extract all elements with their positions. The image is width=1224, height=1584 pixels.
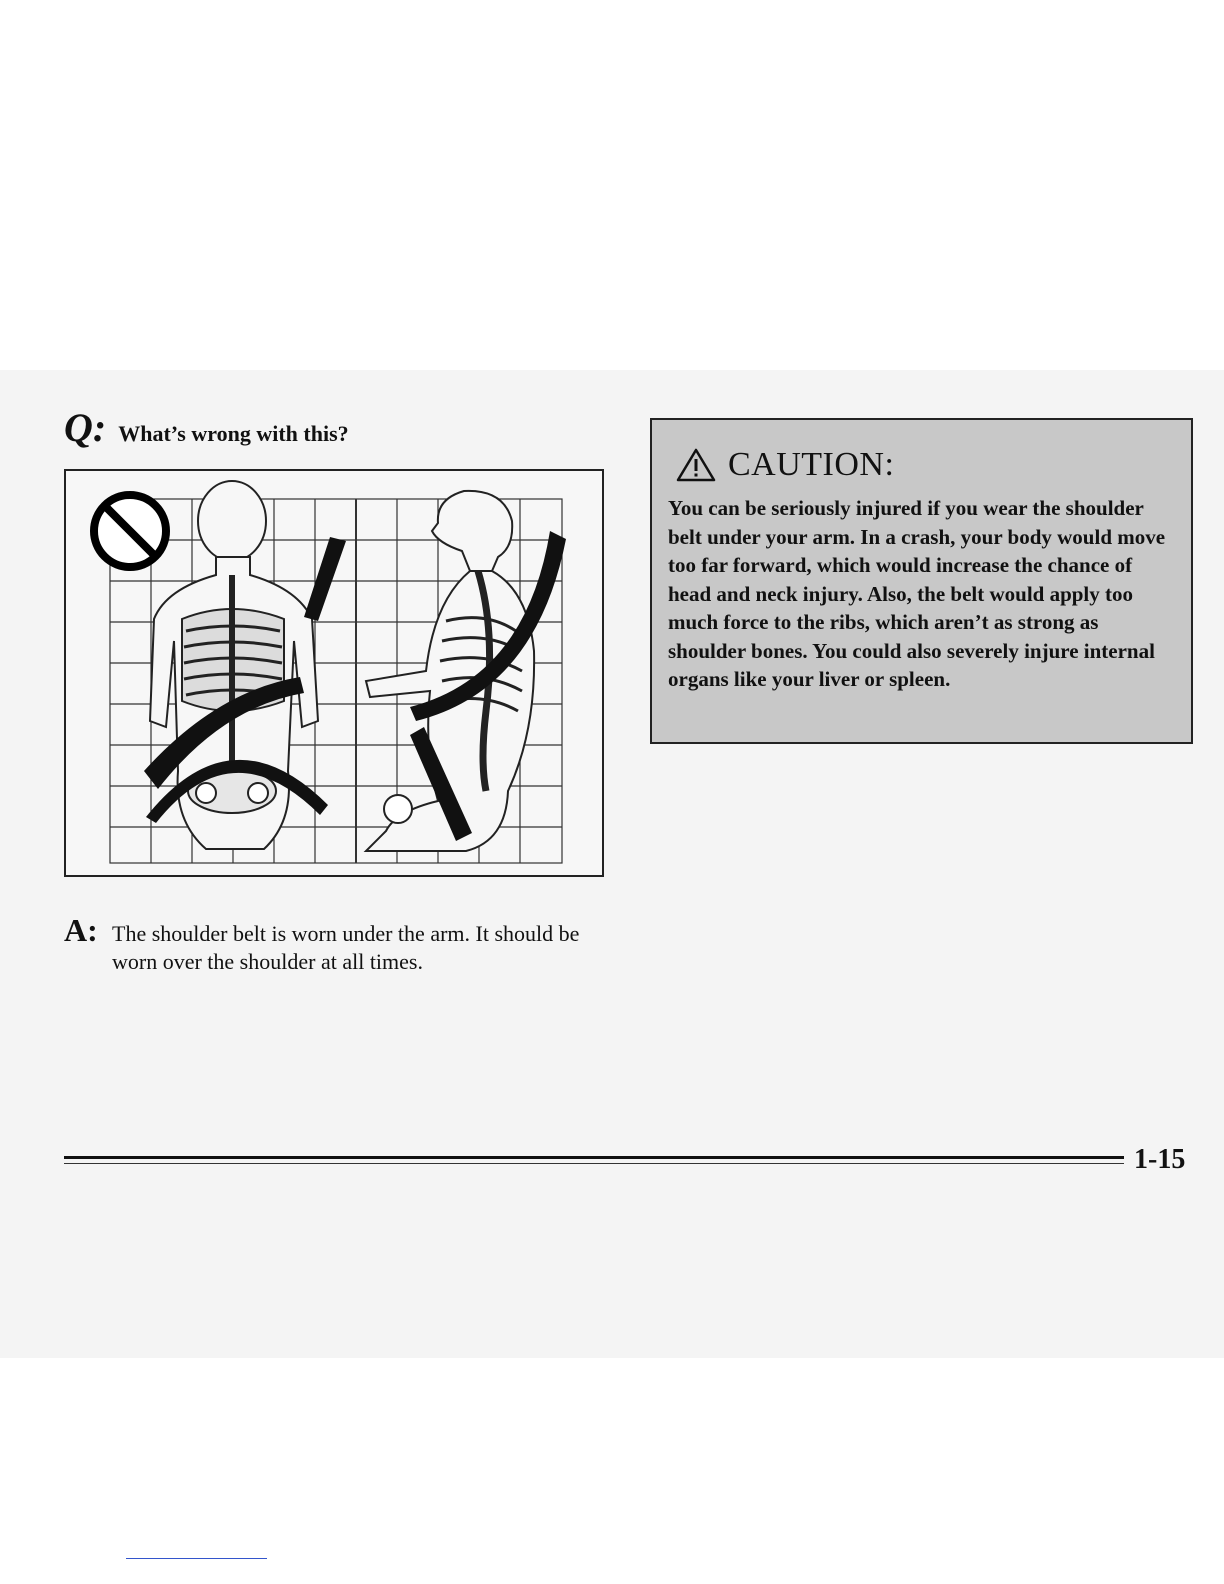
page-number: 1-15: [1134, 1144, 1186, 1175]
footer-rule: [64, 1156, 1124, 1159]
question-line: [64, 405, 349, 450]
seatbelt-illustration: [64, 469, 604, 877]
illustration-drawing: [66, 471, 602, 875]
warning-triangle-icon: [676, 448, 716, 482]
caution-body-text: You can be seriously injured if you wear the shoulder belt under your arm. In a crash, your body would move too far forward, which would increase the chance of head and neck injury. Also, the belt would apply too much force to the ribs, which aren’t as strong as shoulder bones. You could also severely injure internal organs like your liver or spleen.: [668, 496, 1166, 691]
caution-title: CAUTION:: [728, 446, 895, 483]
footer-rule-thin: [64, 1163, 1124, 1164]
answer-letter: A:: [64, 912, 98, 948]
front-shoulder-belt: [304, 537, 346, 621]
question-letter: Q:: [64, 405, 107, 450]
caution-box: [650, 418, 1193, 744]
answer-text: The shoulder belt is worn under the arm. It should be worn over the shoulder at all times.: [112, 921, 580, 974]
caution-header: [676, 446, 894, 484]
no-symbol-icon: [94, 495, 166, 567]
link-underline: [126, 1558, 267, 1559]
question-text: What’s wrong with this?: [118, 421, 349, 446]
